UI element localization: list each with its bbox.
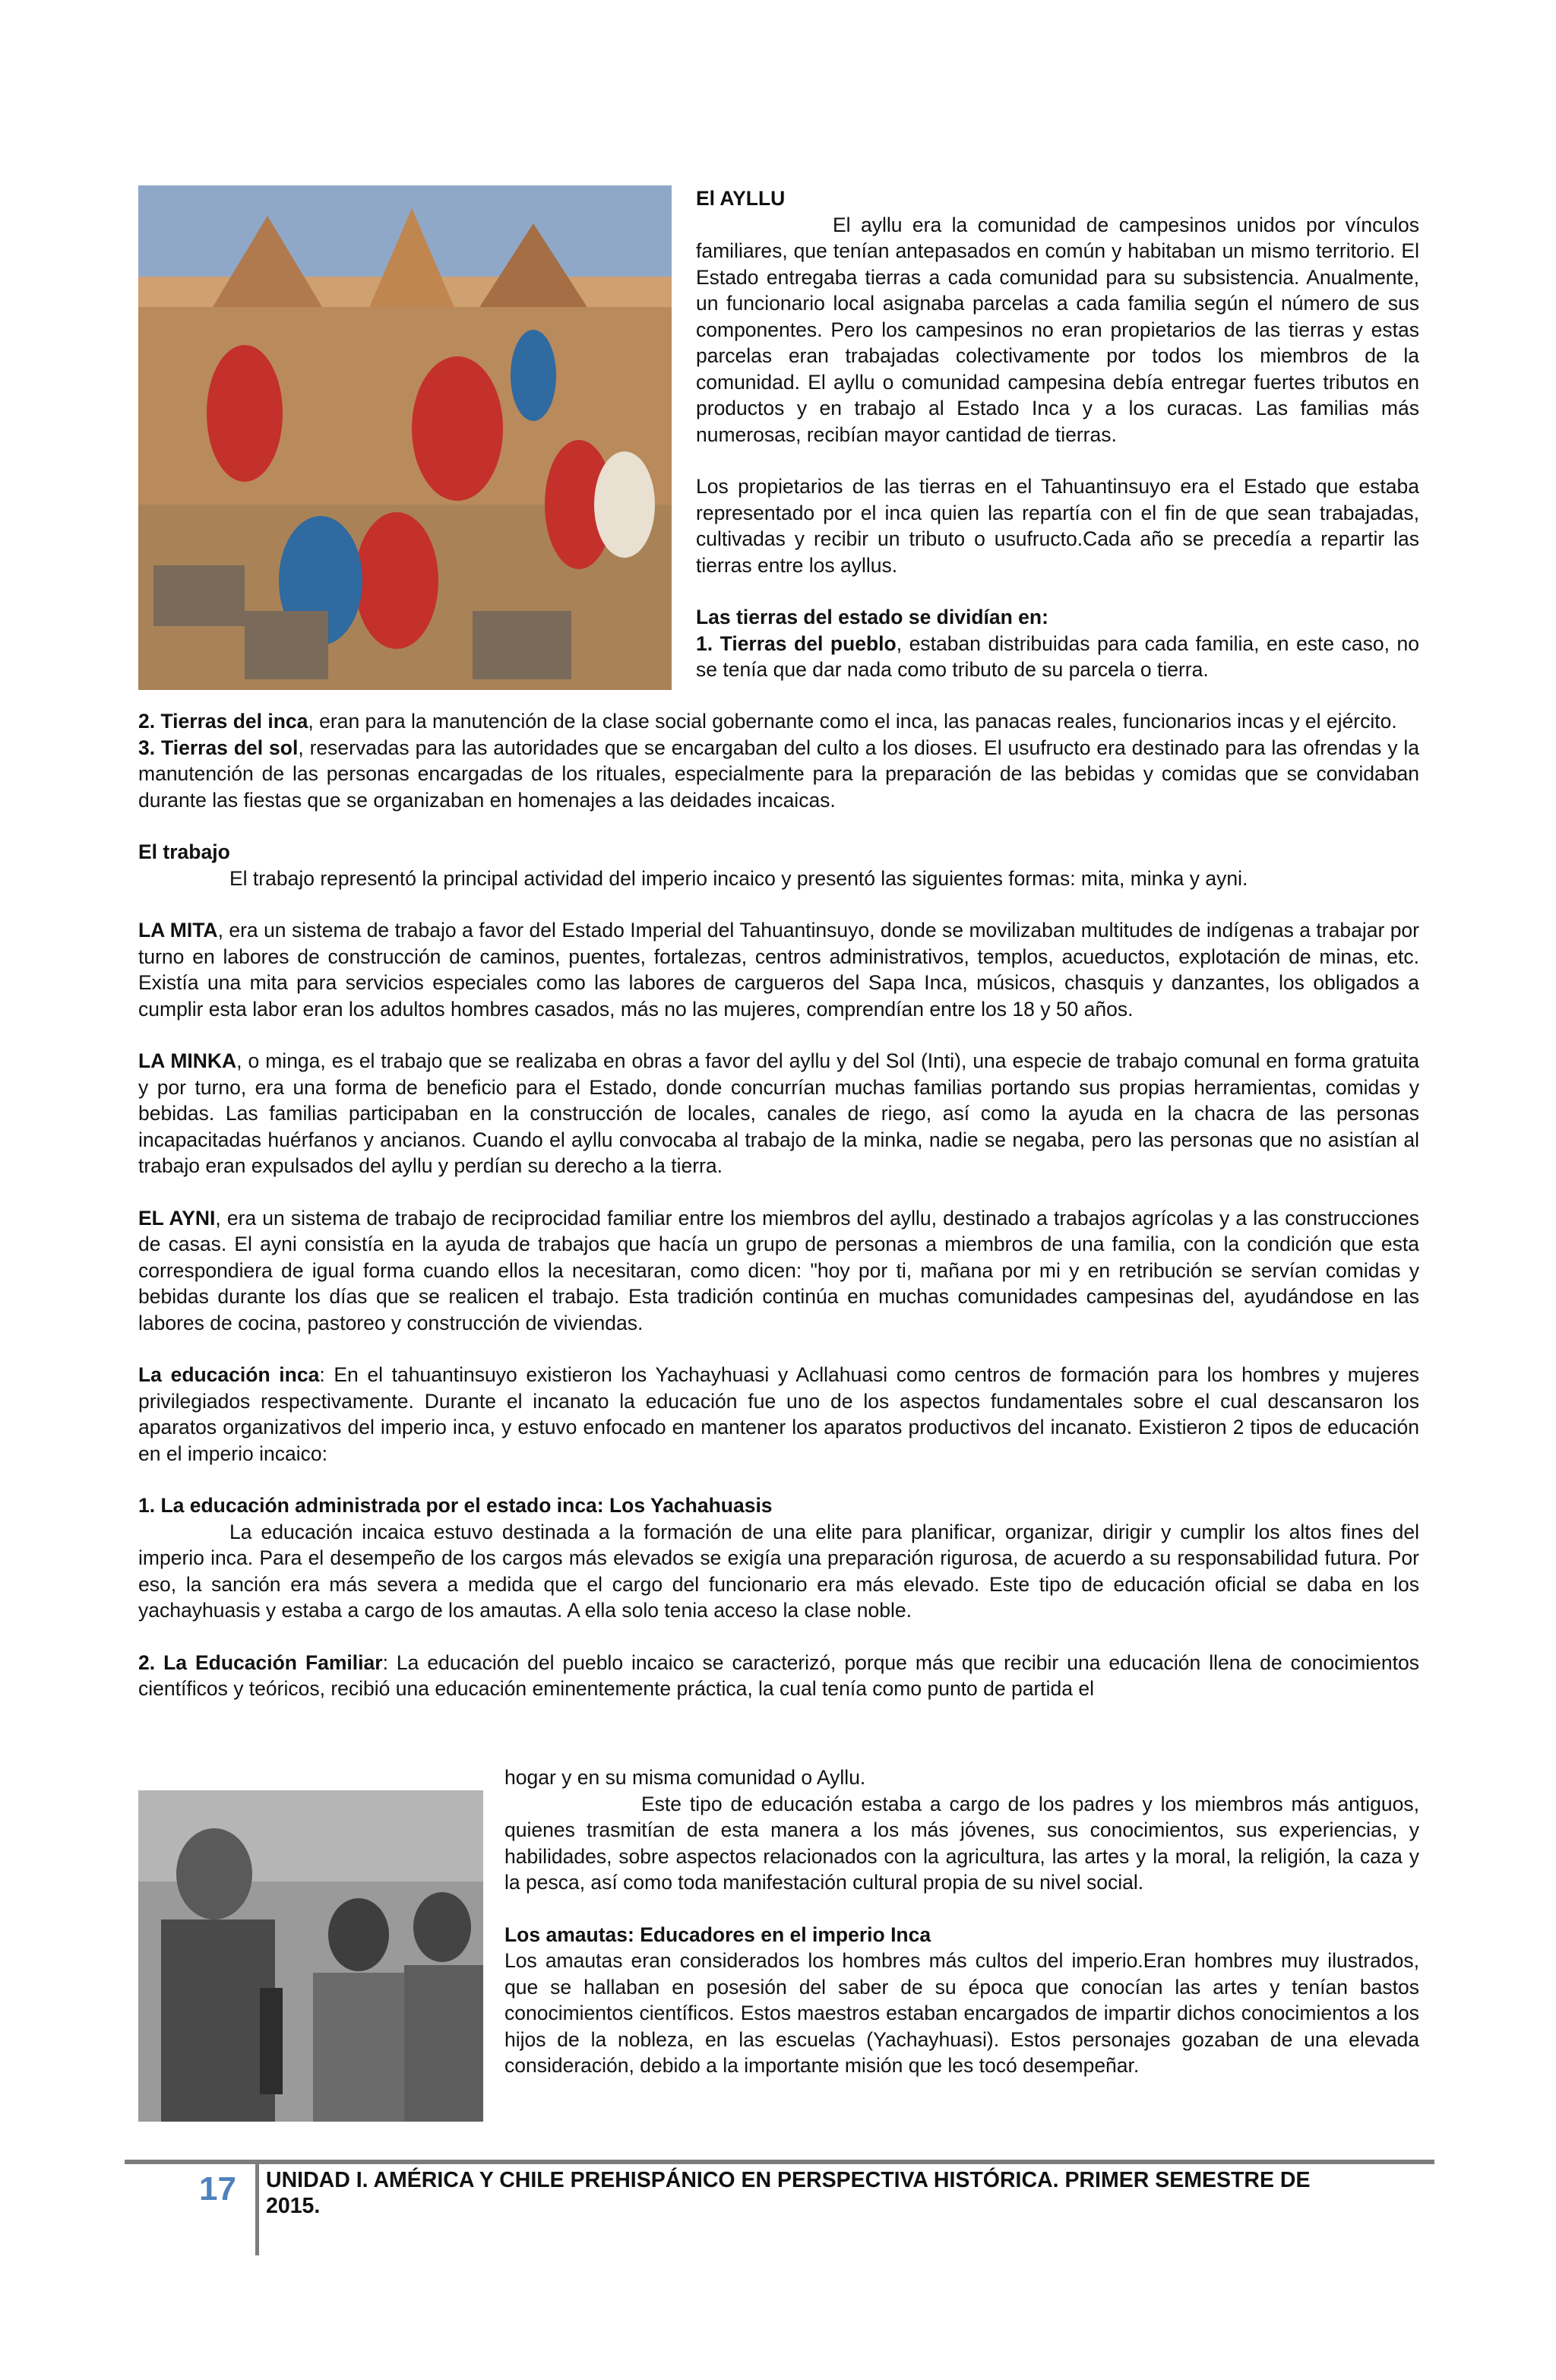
- land-item-2-text: , eran para la manutención de la clase social gobernante como el inca, las panacas reales, funcionarios incas y el ejército.: [308, 710, 1397, 733]
- amautas-title: Los amautas: Educadores en el imperio Inca: [504, 1923, 931, 1946]
- ayllu-paragraph-2: Los propietarios de las tierras en el Tahuantinsuyo era el Estado que estaba representado por el inca quien las repartía con el fin de que sean trabajadas, cultivadas y recibir un tributo o usufructo.Cada año se precedía a repartir las tierras entre los ayllus.: [696, 475, 1419, 577]
- land-item-2: [138, 708, 1419, 735]
- footer-title: UNIDAD I. AMÉRICA Y CHILE PREHISPÁNICO EN PERSPECTIVA HISTÓRICA. PRIMER SEMESTRE DE 2015.: [266, 2168, 1311, 2218]
- ayllu-section: [696, 185, 1419, 683]
- education-family-continuation: hogar y en su misma comunidad o Ayllu.: [504, 1766, 866, 1789]
- page-number: 17: [199, 2170, 236, 2208]
- amautas-text: Los amautas eran considerados los hombres más cultos del imperio.Eran hombres muy ilustrados, que se hallaban en posesión del saber de su época que conocían las artes y tenían bastos conocimientos científicos. Estos maestros estaban encargados de impartir dichos conocimientos a los hijos de la nobleza, en las escuelas (Yachayhuasi). Estos personajes gozaban de una elevada consideración, debido a la importante misión que les tocó desempeñar.: [504, 1949, 1419, 2077]
- ayllu-paragraph-1: El ayllu era la comunidad de campesinos unidos por vínculos familiares, que tenían antepasados en común y habitaban un mismo territorio. El Estado entregaba tierras a cada comunidad para su subsistencia. Anualmente, un funcionario local asignaba parcelas a cada familia según el número de sus componentes. Pero los campesinos no eran propietarios de las tierras y estas parcelas eran trabajadas colectivamente por todos los miembros de la comunidad. El ayllu o comunidad campesina debía entregar fuertes tributos en productos y en trabajo al Estado Inca y a los curacas. Las familias más numerosas, recibían mayor cantidad de tierras.: [696, 213, 1419, 446]
- mita-text: , era un sistema de trabajo a favor del Estado Imperial del Tahuantinsuyo, donde se movilizaban multitudes de indígenas a trabajar por turno en labores de construcción de caminos, puentes, fortalezas, centros administrativos, templos, acueductos, explotación de minas, etc. Existía una mita para servicios especiales como las labores de cargueros del Sapa Inca, músicos, chasquis y danzantes, los obligados a cumplir esta labor eran los adultos hombres casados, más no las mujeres, comprendían entre los 18 y 50 años.: [138, 919, 1419, 1021]
- education-state-text: La educación incaica estuvo destinada a la formación de una elite para planificar, organizar, dirigir y cumplir los altos fines del imperio inca. Para el desempeño de los cargos más elevados se exigía una preparación rigurosa, de acuerdo a su responsabilidad futura. Por eso, la sanción era más severa a medida que el cargo del funcionario era más elevado. Este tipo de educación oficial se daba en los yachayhuasis y estaba a cargo de los amautas. A ella solo tenia acceso la clase noble.: [138, 1520, 1419, 1622]
- footer-rule: [125, 2160, 1434, 2164]
- amautas-drawing-image: [138, 1790, 483, 2122]
- ayni-label: EL AYNI: [138, 1206, 216, 1230]
- land-item-2-label: 2. Tierras del inca: [138, 710, 308, 733]
- minka-paragraph: [138, 1048, 1419, 1179]
- education-state-title: 1. La educación administrada por el estado inca: Los Yachahuasis: [138, 1494, 773, 1517]
- minka-text: , o minga, es el trabajo que se realizaba en obras a favor del ayllu y del Sol (Inti), una especie de trabajo comunal en forma gratuita y por turno, era una forma de beneficio para el Estado, donde concurrían muchas familias portando sus propias herramientas, comidas y bebidas. Las familias participaban en la construcción de locales, canales de riego, así como la ayuda en la chacra de las personas incapacitadas huérfanos y ancianos. Cuando el ayllu convocaba al trabajo de la minka, nadie se negaba, pero las personas que no asistían al trabajo eran expulsados del ayllu y perdían su derecho a la tierra.: [138, 1049, 1419, 1177]
- work-title: El trabajo: [138, 840, 230, 863]
- education-family-text: : La educación del pueblo incaico se caracterizó, porque más que recibir una educación llena de conocimientos científicos y teóricos, recibió una educación eminentemente práctica, la cual tenía como punto de partida el: [138, 1650, 1419, 1700]
- ayllu-title: El AYLLU: [696, 187, 786, 210]
- land-division-title: Las tierras del estado se dividían en:: [696, 606, 1048, 628]
- education-family-label: 2. La Educación Familiar: [138, 1650, 383, 1674]
- land-item-3-text: , reservadas para las autoridades que se encargaban del culto a los dioses. El usufructo era destinado para las ofrendas y la manutención de las personas encargadas de los rituales, especialmente para la preparación de las bebidas y comidas que se convidaban durante las fiestas que se organizaban en homenajes a las deidades incaicas.: [138, 736, 1419, 812]
- footer-vertical-rule: [255, 2164, 259, 2255]
- main-text-section: [138, 708, 1419, 1702]
- family-education-section: [504, 1764, 1419, 2079]
- education-label: La educación inca: [138, 1363, 320, 1386]
- education-family-paragraph-2: Este tipo de educación estaba a cargo de los padres y los miembros más antiguos, quienes trasmitían de esta manera a los más jóvenes, sus conocimientos, sus experiencias, y habilidades, sobre aspectos relacionados con la agricultura, las artes y la moral, la religión, la caza y la pesca, así como toda manifestación cultural propia de su nivel social.: [504, 1792, 1419, 1894]
- land-item-3-label: 3. Tierras del sol: [138, 736, 299, 759]
- mita-label: LA MITA: [138, 919, 218, 942]
- minka-label: LA MINKA: [138, 1049, 237, 1072]
- mita-paragraph: [138, 917, 1419, 1022]
- land-item-1-text: , estaban distribuidas para cada familia, en este caso, no se tenía que dar nada como tributo de su parcela o tierra.: [696, 631, 1419, 681]
- inca-painting-image: [138, 185, 672, 690]
- work-intro: El trabajo representó la principal actividad del imperio incaico y presentó las siguientes formas: mita, minka y ayni.: [229, 866, 1248, 890]
- land-item-3: [138, 735, 1419, 814]
- land-item-1-label: 1. Tierras del pueblo: [696, 631, 897, 655]
- education-family-paragraph: [138, 1650, 1419, 1702]
- education-paragraph: [138, 1362, 1419, 1467]
- ayni-text: , era un sistema de trabajo de reciprocidad familiar entre los miembros del ayllu, destinado a trabajos agrícolas y a las construcciones de casas. El ayni consistía en la ayuda de trabajos que hacía un grupo de personas a miembros de una familia, con la condición que esta correspondiera de igual forma cuando ellos la necesitaran, como dicen: "hoy por ti, mañana por mi y en retribución se servían comidas y bebidas durante los días que se realicen el trabajo. Esta tradición continúa en muchas comunidades campesinas del, ayudándose en las labores de cocina, pastoreo y construcción de viviendas.: [138, 1206, 1419, 1334]
- education-text: : En el tahuantinsuyo existieron los Yachayhuasi y Acllahuasi como centros de formación para los hombres y mujeres privilegiados respectivamente. Durante el incanato la educación fue uno de los aspectos fundamentales sobre el cual descansaron los aparatos organizativos del imperio inca, y estuvo enfocado en mantener los aparatos productivos del incanato. Existieron 2 tipos de educación en el imperio incaico:: [138, 1363, 1419, 1465]
- ayni-paragraph: [138, 1205, 1419, 1337]
- land-item-1: [696, 631, 1419, 683]
